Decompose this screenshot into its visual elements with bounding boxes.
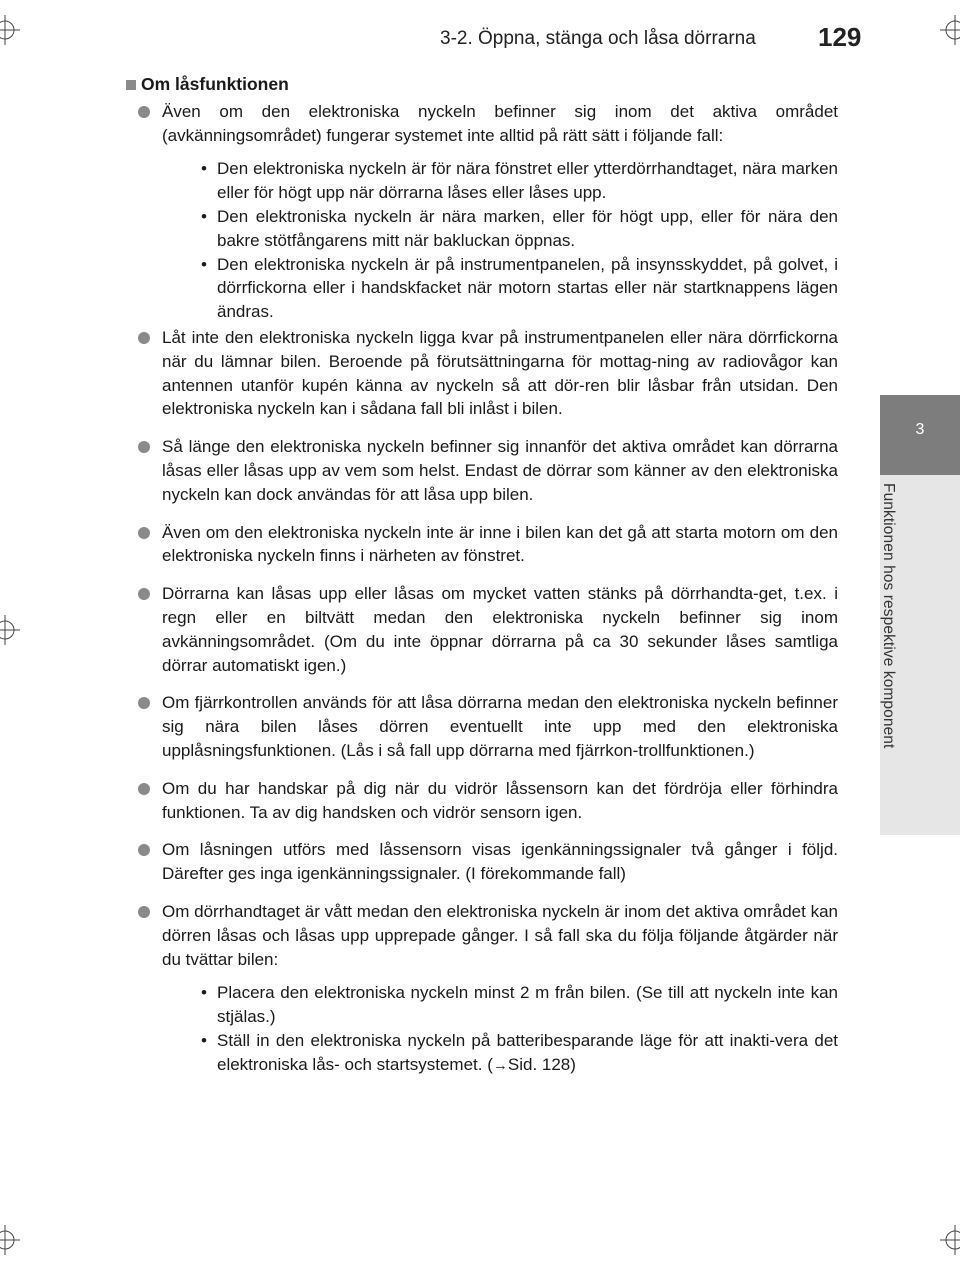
- circle-bullet-icon: [138, 441, 150, 453]
- page-number: 129: [818, 22, 862, 52]
- paragraph: [126, 777, 838, 825]
- paragraph-text: Även om den elektroniska nyckeln befinner sig inom det aktiva området (avkänningsområdet) fungerar systemet inte alltid på rätt sätt i följande fall:: [162, 101, 838, 145]
- sub-list-item: [162, 981, 838, 1029]
- sub-list-item: [162, 1029, 838, 1078]
- section-heading-text: Om låsfunktionen: [141, 74, 289, 94]
- paragraph: [126, 326, 838, 421]
- paragraph: [126, 900, 838, 1078]
- paragraph-text: Om du har handskar på dig när du vidrör låssensorn kan det fördröja eller förhindra funktionen. Ta av dig handsken och vidrör sensorn igen.: [162, 778, 838, 822]
- paragraph: [126, 691, 838, 762]
- circle-bullet-icon: [138, 783, 150, 795]
- paragraph: [126, 521, 838, 569]
- sub-list-item-text: Den elektroniska nyckeln är nära marken, eller för högt upp, eller för nära den bakre stötfångarens mitt när bakluckan öppnas.: [217, 206, 838, 250]
- circle-bullet-icon: [138, 332, 150, 344]
- sub-list-item-text: Den elektroniska nyckeln är för nära fönstret eller ytterdörrhandtaget, nära marken eller för högt upp när dörrarna låses eller låses upp.: [217, 159, 838, 203]
- page-reference-link[interactable]: Sid. 128): [507, 1054, 576, 1074]
- sub-list-item: [162, 205, 838, 253]
- circle-bullet-icon: [138, 527, 150, 539]
- chapter-number: 3: [915, 421, 925, 438]
- dot-bullet-icon: •: [201, 983, 207, 1003]
- paragraph-text: Även om den elektroniska nyckeln inte är inne i bilen kan det gå att starta motorn om den elektroniska nyckeln finns i närheten av fönstret.: [162, 522, 838, 566]
- arrow-right-icon: →: [492, 1056, 508, 1074]
- paragraph: [126, 100, 838, 324]
- chapter-label: Funktionen hos respektive komponent: [880, 483, 897, 749]
- paragraph-text: Om fjärrkontrollen används för att låsa dörrarna medan den elektroniska nyckeln befinner sig nära bilen låses dörren eventuellt inte upp med den elektroniska upplåsningsfunktionen. (Lås i så fall upp dörrarna med fjärrkon-trollfunktionen.): [162, 693, 838, 760]
- sub-list: [162, 157, 838, 324]
- paragraph-text: Dörrarna kan låsas upp eller låsas om mycket vatten stänks på dörrhandta-get, t.ex. i regn eller en biltvätt medan den elektroniska nyckeln befinner sig inom avkänningsområdet. (Om du inte öppnar dörrarna på ca 30 sekunder låses samtliga dörrar automatiskt igen.): [162, 584, 838, 675]
- circle-bullet-icon: [138, 588, 150, 600]
- paragraph: [126, 838, 838, 886]
- paragraph: [126, 582, 838, 677]
- dot-bullet-icon: •: [201, 206, 207, 226]
- header-title: 3-2. Öppna, stänga och låsa dörrarna: [440, 28, 756, 49]
- dot-bullet-icon: •: [201, 159, 207, 179]
- dot-bullet-icon: •: [201, 1030, 207, 1050]
- circle-bullet-icon: [138, 844, 150, 856]
- registration-mark-top-right: [940, 15, 960, 45]
- sub-list-item: [162, 253, 838, 324]
- chapter-tab: [880, 395, 960, 475]
- registration-mark-bottom-right: [940, 1225, 960, 1255]
- section-heading: [126, 73, 838, 97]
- paragraph-text: Så länge den elektroniska nyckeln befinner sig innanför det aktiva området kan dörrarna låsas eller låsas upp av vem som helst. Endast de dörrar som känner av den elektroniska nyckeln kan dock användas för att låsa upp bilen.: [162, 437, 838, 504]
- circle-bullet-icon: [138, 697, 150, 709]
- sub-list-item-text: Ställ in den elektroniska nyckeln på batteribesparande läge för att inakti-vera det elektroniska lås- och startsystemet. (: [217, 1030, 838, 1074]
- dot-bullet-icon: •: [201, 254, 207, 274]
- circle-bullet-icon: [138, 906, 150, 918]
- registration-mark-top-left: [0, 15, 20, 45]
- square-bullet-icon: [126, 80, 136, 90]
- sub-list: [162, 981, 838, 1077]
- circle-bullet-icon: [138, 106, 150, 118]
- registration-mark-bottom-left: [0, 1225, 20, 1255]
- sub-list-item: [162, 157, 838, 205]
- paragraph-text: Låt inte den elektroniska nyckeln ligga kvar på instrumentpanelen eller nära dörrfickorna när du lämnar bilen. Beroende på förutsättningarna för mottag-ning av radiovågor kan antennen utanför kupén känna av nyckeln så att dör-ren blir låsbar från utsidan. Den elektroniska nyckeln kan i sådana fall bli inlåst i bilen.: [162, 327, 838, 419]
- sub-list-item-text: Den elektroniska nyckeln är på instrumentpanelen, på insynsskyddet, på golvet, i dörrfickorna eller i handskfacket när motorn startas eller när startknappens lägen ändras.: [217, 254, 838, 322]
- main-content: [126, 73, 838, 1091]
- registration-mark-mid-left: [0, 615, 20, 645]
- paragraph-text: Om dörrhandtaget är vått medan den elektroniska nyckeln är inom det aktiva området kan dörren låsas och låsas upp upprepade gånger. I så fall ska du följa följande åtgärder när du tvättar bilen:: [162, 901, 838, 969]
- paragraph: [126, 435, 838, 506]
- paragraph-text: Om låsningen utförs med låssensorn visas igenkänningssignaler två gånger i följd. Därefter ges inga igenkänningssignaler. (I förekommande fall): [162, 840, 838, 884]
- sub-list-item-text: Placera den elektroniska nyckeln minst 2 m från bilen. (Se till att nyckeln inte kan stjälas.): [217, 983, 838, 1027]
